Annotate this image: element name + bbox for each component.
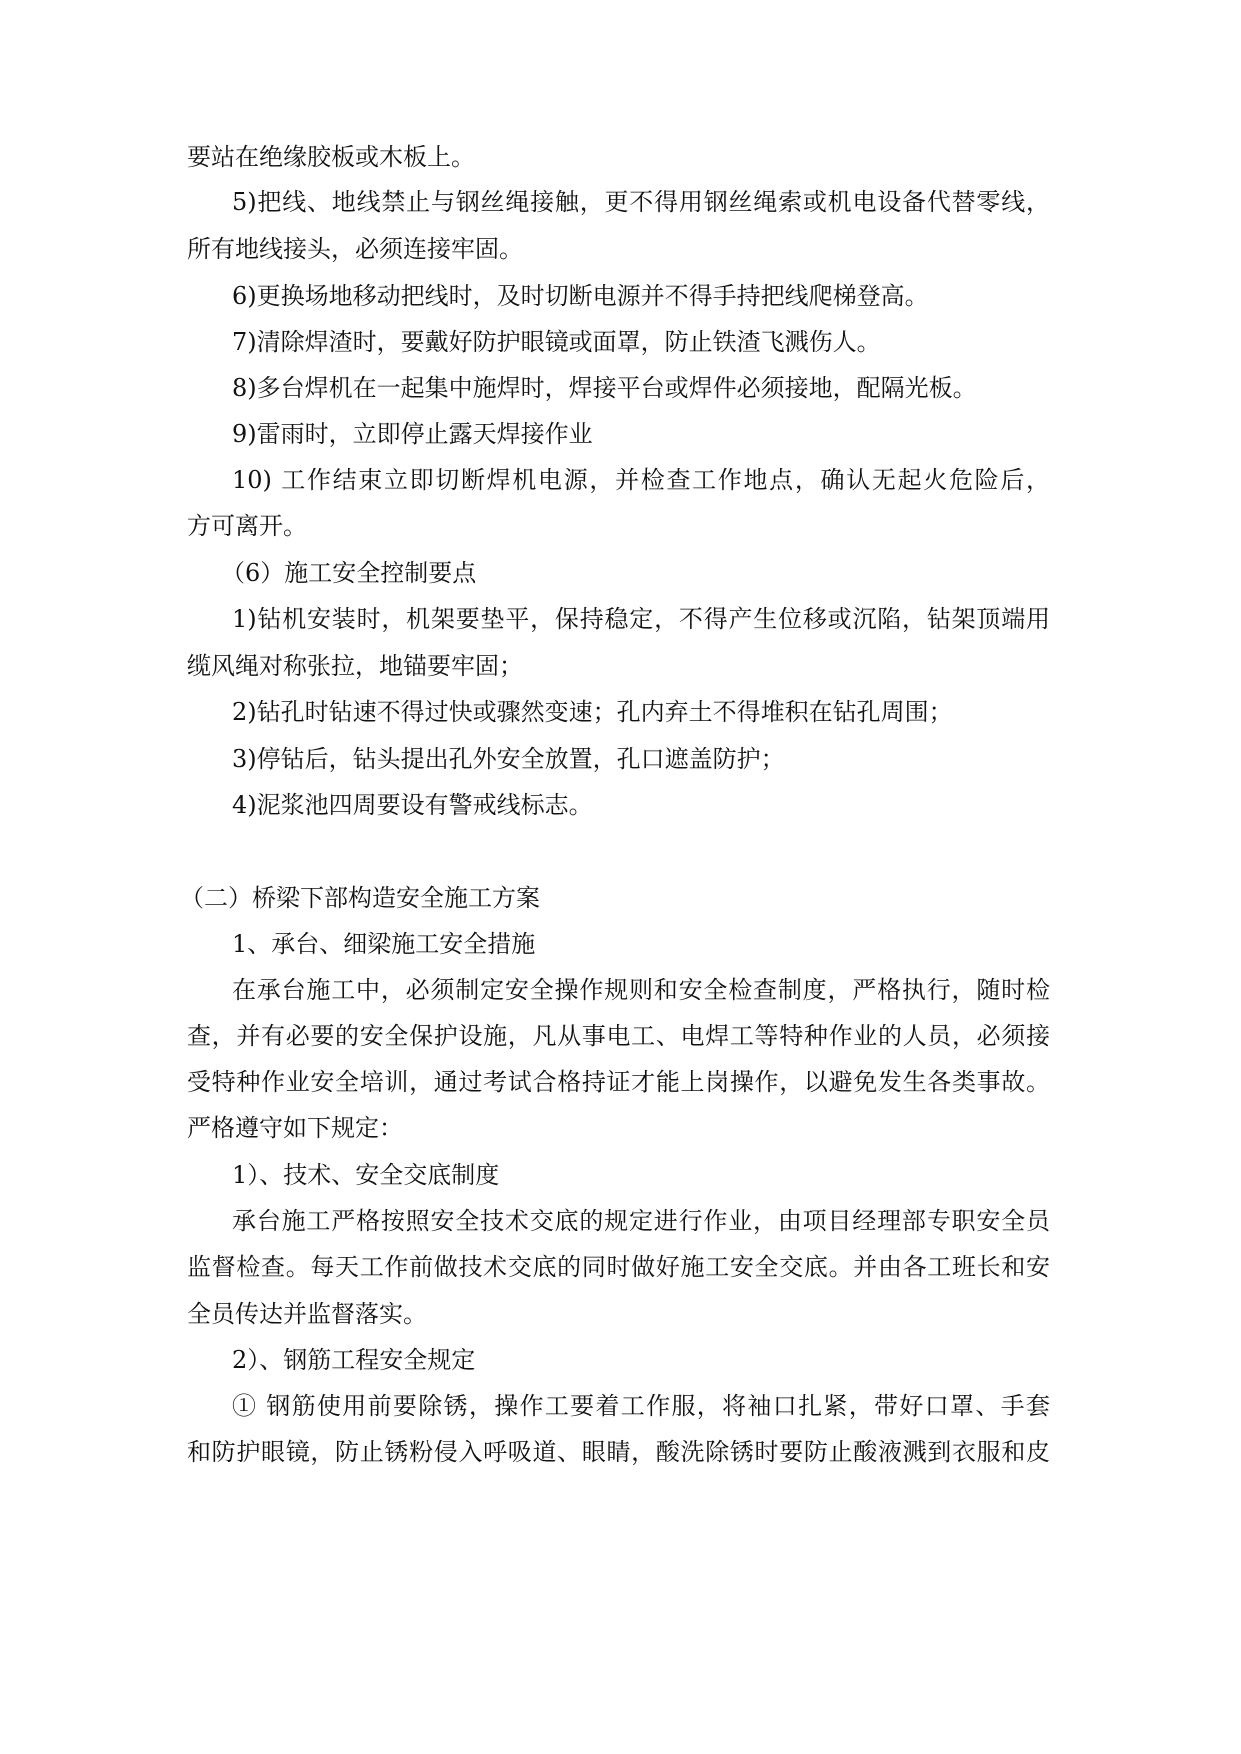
text-line: ① 钢筋使用前要除锈，操作工要着工作服，将袖口扎紧，带好口罩、手套 [232, 1392, 1050, 1420]
text-line: 承台施工严格按照安全技术交底的规定进行作业，由项目经理部专职安全员 [232, 1207, 1050, 1235]
text-line: 10) 工作结束立即切断焊机电源，并检查工作地点，确认无起火危险后， [232, 466, 1050, 494]
text-line: 缆风绳对称张拉，地锚要牢固； [187, 652, 523, 680]
text-line: 和防护眼镜，防止锈粉侵入呼吸道、眼睛，酸洗除锈时要防止酸液溅到衣服和皮 [187, 1438, 1050, 1466]
text-line: 6)更换场地移动把线时，及时切断电源并不得手持把线爬梯登高。 [232, 282, 929, 310]
subsection-heading: 1）、技术、安全交底制度 [232, 1161, 500, 1189]
text-line: 要站在绝缘胶板或木板上。 [187, 143, 475, 171]
text-line: 4)泥浆池四周要设有警戒线标志。 [232, 791, 593, 819]
text-line: 7)清除焊渣时，要戴好防护眼镜或面罩，防止铁渣飞溅伤人。 [232, 328, 881, 356]
text-line: 监督检查。每天工作前做技术交底的同时做好施工安全交底。并由各工班长和安 [187, 1253, 1050, 1281]
text-line: 5)把线、地线禁止与钢丝绳接触，更不得用钢丝绳索或机电设备代替零线， [232, 188, 1050, 216]
text-line: 3)停钻后，钻头提出孔外安全放置，孔口遮盖防护； [232, 745, 785, 773]
text-line: 严格遵守如下规定： [187, 1114, 403, 1142]
text-line: 9)雷雨时，立即停止露天焊接作业 [232, 420, 593, 448]
section-heading: （6）施工安全控制要点 [221, 559, 477, 587]
text-line: 在承台施工中，必须制定安全操作规则和安全检查制度，严格执行，随时检 [232, 976, 1050, 1004]
section-heading: （二）桥梁下部构造安全施工方案 [180, 884, 540, 912]
subsection-heading: 2）、钢筋工程安全规定 [232, 1346, 476, 1374]
text-line: 方可离开。 [187, 512, 307, 540]
text-line: 2)钻孔时钻速不得过快或骤然变速；孔内弃土不得堆积在钻孔周围； [232, 698, 953, 726]
text-line: 全员传达并监督落实。 [187, 1300, 427, 1328]
text-line: 所有地线接头，必须连接牢固。 [187, 235, 523, 263]
text-line: 8)多台焊机在一起集中施焊时，焊接平台或焊件必须接地，配隔光板。 [232, 374, 977, 402]
subsection-heading: 1、承台、细梁施工安全措施 [232, 930, 536, 958]
text-line: 1)钻机安装时，机架要垫平，保持稳定，不得产生位移或沉陷，钻架顶端用 [232, 605, 1050, 633]
text-line: 查，并有必要的安全保护设施，凡从事电工、电焊工等特种作业的人员，必须接 [187, 1022, 1050, 1050]
text-line: 受特种作业安全培训，通过考试合格持证才能上岗操作，以避免发生各类事故。 [187, 1068, 1050, 1096]
